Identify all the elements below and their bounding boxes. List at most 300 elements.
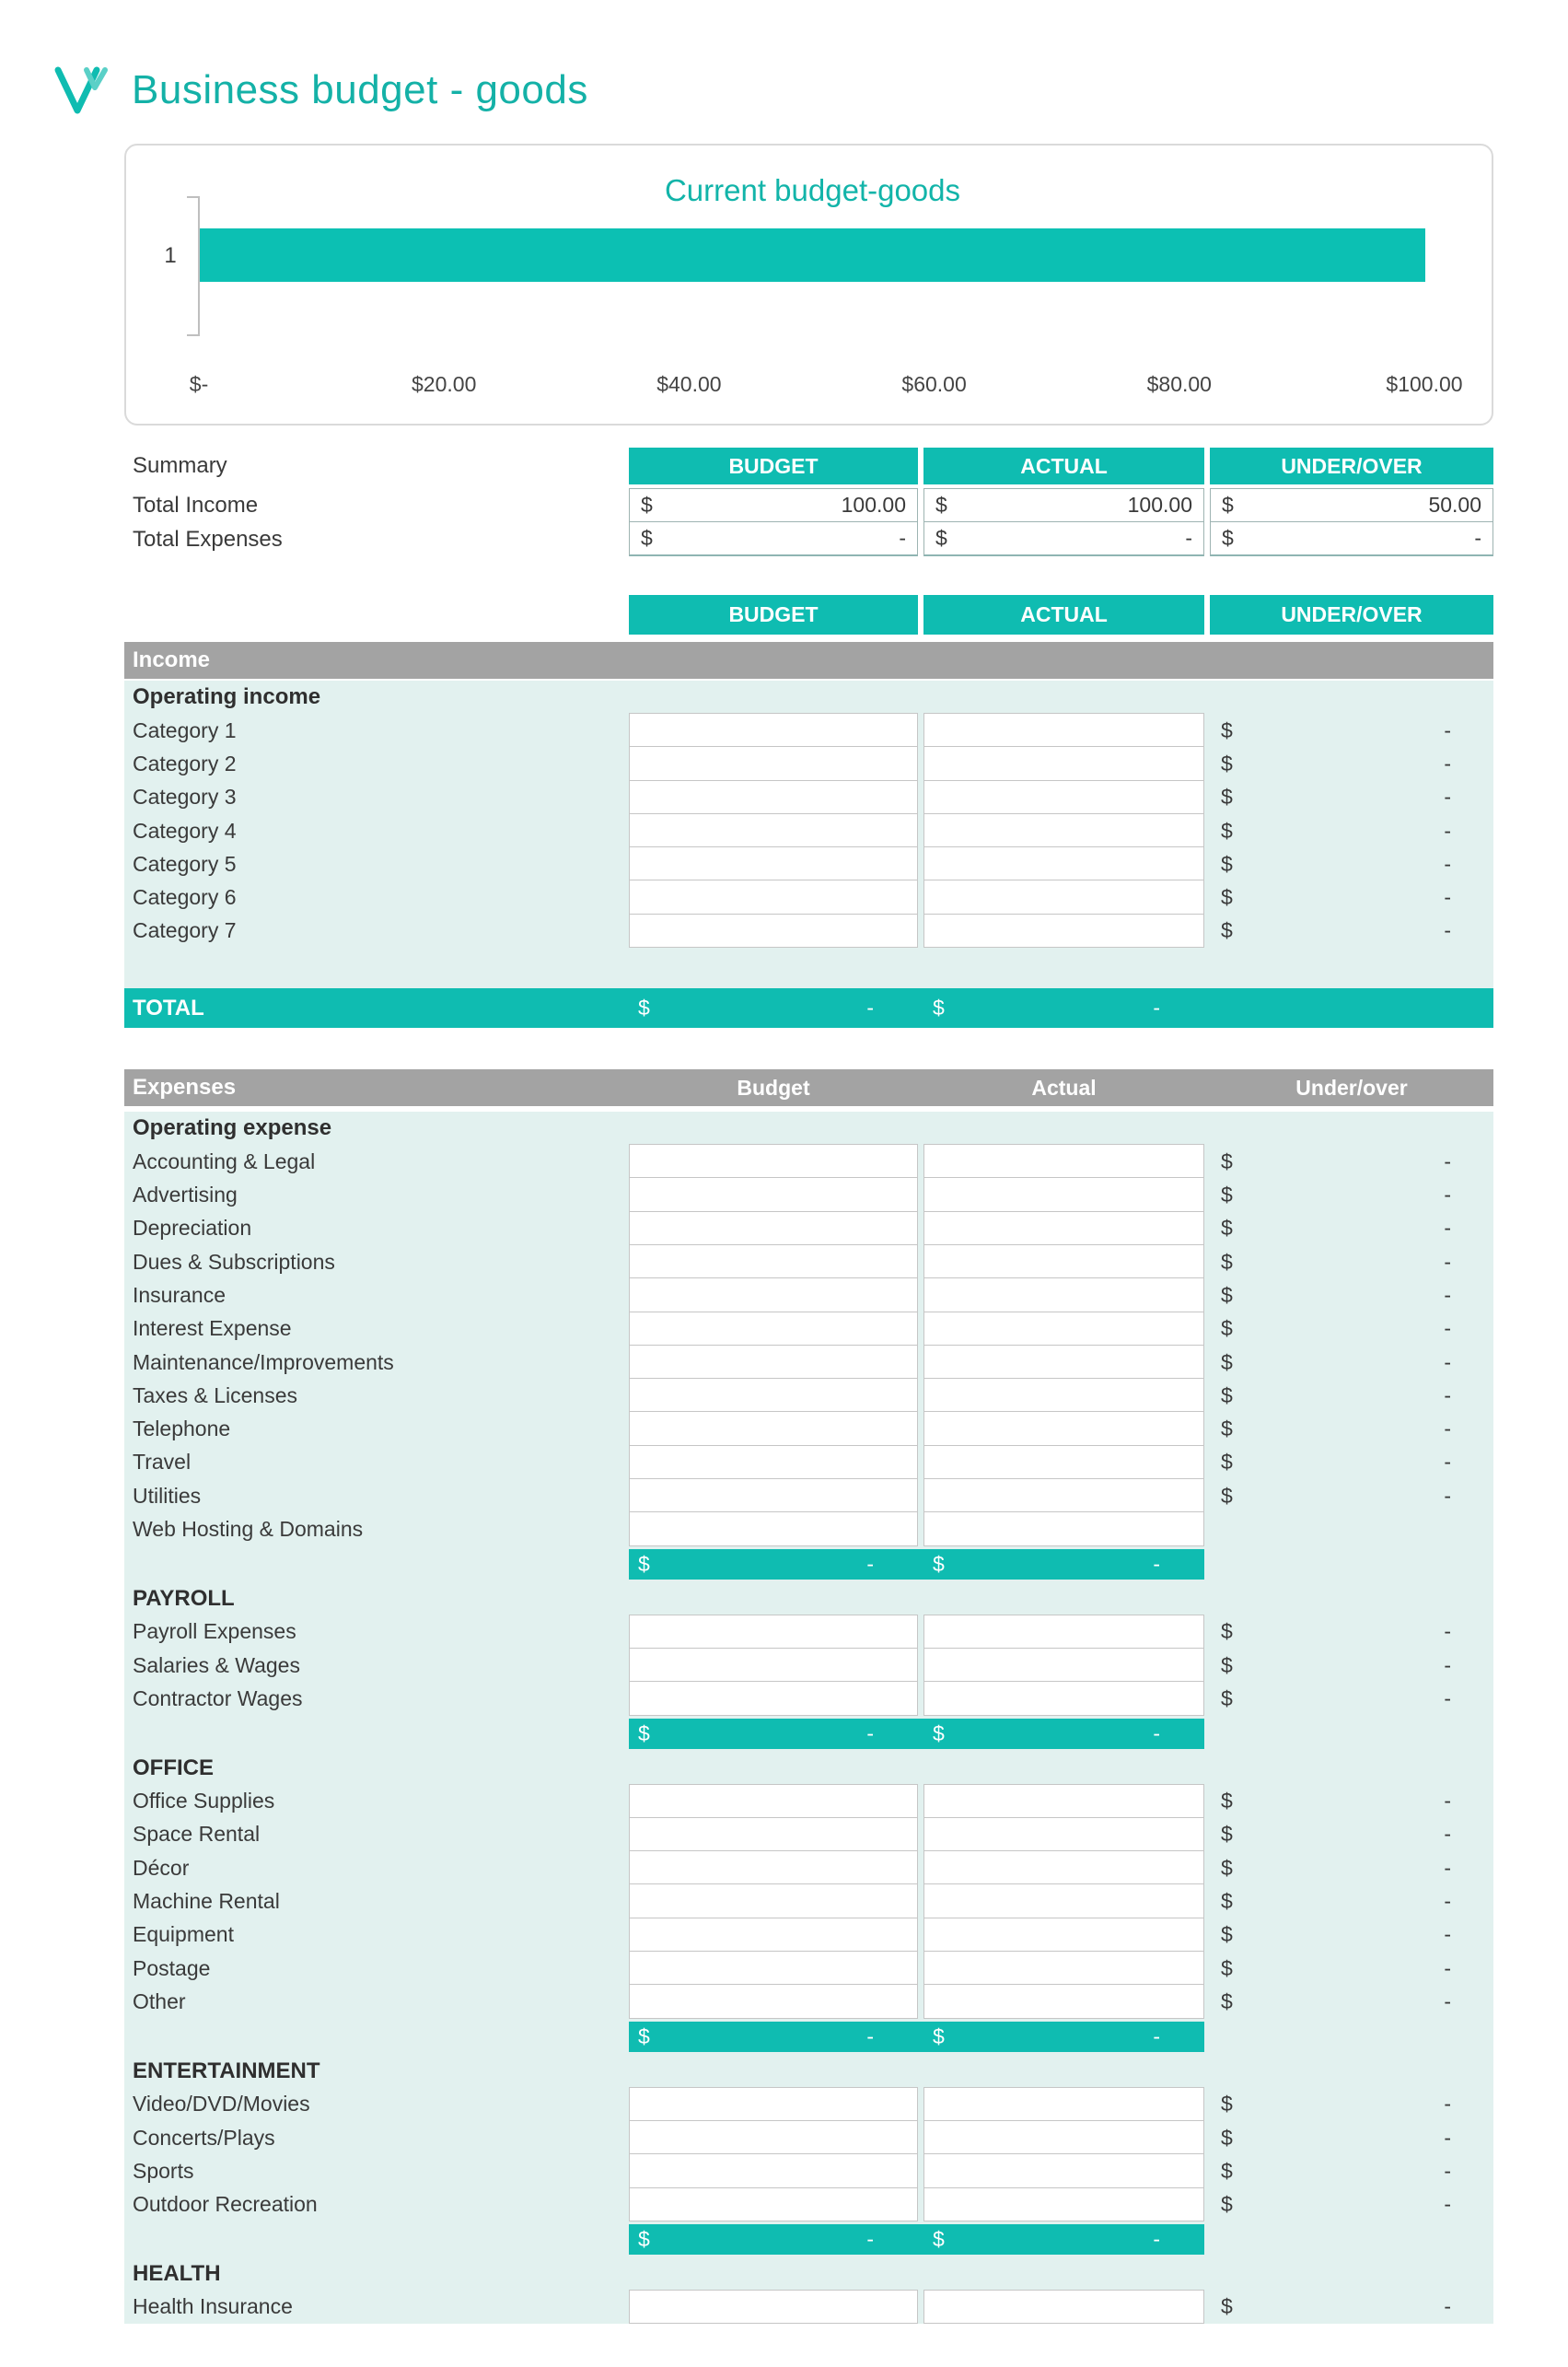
income-columns-header (124, 595, 1493, 635)
row-label: Other (133, 1988, 186, 2013)
underover-value: - (1444, 1483, 1451, 1508)
y-axis-tick (187, 196, 198, 198)
row-label: Total Income (133, 492, 259, 518)
chart-bar (200, 228, 1425, 282)
underover-cell (1210, 1785, 1493, 1818)
actual-column (923, 1446, 1204, 1479)
currency-symbol: $ (1221, 1652, 1233, 1677)
actual-column (923, 1512, 1204, 1545)
actual-column (923, 1346, 1204, 1379)
budget-column (629, 1851, 918, 1884)
actual-input-cell[interactable] (923, 1784, 1204, 1818)
income-total-budget (629, 996, 918, 1020)
category-axis-label: 1 (164, 243, 177, 268)
budget-column (629, 1479, 918, 1512)
budget-input-cell[interactable] (629, 1411, 918, 1445)
actual-input-cell[interactable] (923, 1312, 1204, 1346)
currency-symbol: $ (1221, 2092, 1233, 2116)
expense-group-title: OFFICE (133, 1755, 214, 1780)
x-axis-tick-label: $100.00 (1386, 372, 1463, 396)
actual-input-cell[interactable] (923, 746, 1204, 780)
underover-value: - (1444, 1349, 1451, 1374)
currency-symbol: $ (1221, 785, 1233, 810)
actual-column (923, 1145, 1204, 1178)
underover-cell (1210, 1851, 1493, 1884)
currency-symbol: $ (1221, 1855, 1233, 1880)
underover-cell (1210, 781, 1493, 814)
row-label: Advertising (133, 1183, 238, 1207)
currency-symbol: $ (935, 526, 947, 550)
expense-row (124, 1446, 1493, 1479)
underover-value: - (1444, 2092, 1451, 2116)
actual-input-cell[interactable] (923, 2153, 1204, 2187)
budget-input-cell[interactable] (629, 1345, 918, 1379)
subtotal-budget (629, 1721, 918, 1746)
currency-symbol: $ (1221, 1349, 1233, 1374)
expense-row (124, 2088, 1493, 2121)
actual-column (923, 1952, 1204, 1985)
currency-symbol: $ (638, 2023, 650, 2048)
actual-column (923, 1918, 1204, 1952)
budget-column (629, 1346, 918, 1379)
total-income-actual-value: 100.00 (1127, 493, 1192, 517)
income-budget-header: BUDGET (629, 595, 918, 635)
currency-symbol: $ (1221, 1988, 1233, 2013)
actual-column (923, 814, 1204, 847)
budget-column (629, 1245, 918, 1278)
underover-cell (1210, 1682, 1493, 1715)
budget-input-cell[interactable] (629, 746, 918, 780)
header-spacer (124, 595, 629, 635)
budget-input-cell[interactable] (629, 713, 918, 747)
underover-cell (1210, 1649, 1493, 1682)
expense-row (124, 1245, 1493, 1278)
row-label: Interest Expense (133, 1316, 292, 1341)
currency-symbol: $ (1221, 885, 1233, 910)
summary-title: Summary (133, 453, 227, 478)
budget-input-cell[interactable] (629, 1951, 918, 1985)
expense-subtotal-bar (629, 1549, 1204, 1580)
actual-column (923, 2154, 1204, 2187)
actual-input-cell[interactable] (923, 2087, 1204, 2121)
actual-input-cell[interactable] (923, 1681, 1204, 1715)
currency-symbol: $ (638, 2226, 650, 2251)
budget-input-cell[interactable] (629, 1681, 918, 1715)
income-table (124, 681, 1493, 1028)
page-title: Business budget - goods (132, 67, 588, 112)
underover-value: - (1444, 1382, 1451, 1407)
actual-input-cell[interactable] (923, 813, 1204, 847)
expense-group-rows (124, 1145, 1493, 1546)
expense-subtotal-bar (629, 1719, 1204, 1749)
budget-column (629, 1412, 918, 1445)
budget-input-cell[interactable] (629, 780, 918, 814)
actual-column (923, 1212, 1204, 1245)
budget-input-cell[interactable] (629, 2087, 918, 2121)
expense-row (124, 1818, 1493, 1851)
underover-cell (1210, 1985, 1493, 2018)
currency-symbol: $ (1221, 751, 1233, 775)
actual-input-cell[interactable] (923, 2120, 1204, 2154)
currency-symbol: $ (1221, 1922, 1233, 1947)
expenses-section-label: Expenses (133, 1075, 237, 1101)
underover-cell (1210, 1346, 1493, 1379)
budget-column (629, 915, 918, 948)
total-income-underover-cell[interactable] (1210, 488, 1493, 522)
underover-cell (1210, 2121, 1493, 2154)
subtotal-actual (923, 1552, 1204, 1577)
summary-section (124, 448, 1493, 556)
actual-input-cell[interactable] (923, 914, 1204, 948)
underover-cell (1210, 1412, 1493, 1445)
x-axis-tick-label: $40.00 (656, 372, 722, 396)
underover-value: - (1444, 1685, 1451, 1710)
total-expenses-underover-value: - (1474, 526, 1481, 550)
expense-group-title: PAYROLL (133, 1585, 235, 1611)
currency-symbol: $ (1221, 818, 1233, 843)
expense-row (124, 1312, 1493, 1346)
budget-column (629, 714, 918, 747)
currency-symbol: $ (1221, 2125, 1233, 2150)
actual-input-cell[interactable] (923, 1177, 1204, 1211)
budget-input-cell[interactable] (629, 2120, 918, 2154)
budget-input-cell[interactable] (629, 1615, 918, 1649)
row-label: Video/DVD/Movies (133, 2092, 310, 2116)
subtotal-budget-value: - (866, 2023, 874, 2048)
actual-input-cell[interactable] (923, 1883, 1204, 1918)
expense-row (124, 1212, 1493, 1245)
subtotal-actual (923, 2227, 1204, 2252)
actual-column (923, 2088, 1204, 2121)
actual-input-cell[interactable] (923, 880, 1204, 914)
income-category-row (124, 814, 1493, 847)
budget-input-cell[interactable] (629, 1850, 918, 1884)
row-label: Depreciation (133, 1216, 252, 1241)
budget-input-cell[interactable] (629, 2187, 918, 2221)
row-label: Telephone (133, 1417, 231, 1441)
budget-input-cell[interactable] (629, 1378, 918, 1412)
expense-row (124, 1379, 1493, 1412)
budget-input-cell[interactable] (629, 1211, 918, 1245)
underover-cell (1210, 1379, 1493, 1412)
currency-symbol: $ (1221, 1955, 1233, 1980)
actual-input-cell[interactable] (923, 1244, 1204, 1278)
expense-row (124, 1884, 1493, 1918)
income-category-row (124, 747, 1493, 780)
subtotal-actual-value: - (1153, 1720, 1160, 1745)
currency-symbol: $ (1222, 493, 1234, 517)
actual-input-cell[interactable] (923, 1445, 1204, 1479)
actual-input-cell[interactable] (923, 1144, 1204, 1178)
currency-symbol: $ (933, 2226, 945, 2251)
underover-value: - (1444, 851, 1451, 876)
summary-underover-header: UNDER/OVER (1210, 448, 1493, 484)
income-total-bar (124, 988, 1493, 1028)
underover-cell (1210, 1818, 1493, 1851)
currency-symbol: $ (1221, 717, 1233, 742)
currency-symbol: $ (638, 1551, 650, 1576)
budget-column (629, 1918, 918, 1952)
budget-input-cell[interactable] (629, 2290, 918, 2324)
budget-column (629, 1785, 918, 1818)
budget-column (629, 1212, 918, 1245)
expense-group-title: ENTERTAINMENT (133, 2058, 320, 2083)
underover-cell (1210, 1245, 1493, 1278)
expense-row (124, 1178, 1493, 1211)
content (124, 144, 1493, 2324)
expense-row (124, 1412, 1493, 1445)
logo-icon (52, 64, 111, 116)
underover-value: - (1444, 1922, 1451, 1947)
expense-group-title: HEALTH (133, 2260, 221, 2286)
row-label: Machine Rental (133, 1889, 280, 1914)
currency-symbol: $ (1221, 1216, 1233, 1241)
underover-value: - (1444, 1216, 1451, 1241)
underover-cell (1210, 880, 1493, 914)
expense-row (124, 1512, 1493, 1545)
actual-column (923, 1818, 1204, 1851)
actual-input-cell[interactable] (923, 1648, 1204, 1682)
budget-column (629, 1985, 918, 2018)
x-axis-tick-label: $60.00 (901, 372, 967, 396)
expense-row (124, 2154, 1493, 2187)
currency-symbol: $ (935, 493, 947, 517)
actual-column (923, 1412, 1204, 1445)
currency-symbol: $ (933, 996, 945, 1020)
underover-value: - (1444, 785, 1451, 810)
actual-input-cell[interactable] (923, 1817, 1204, 1851)
actual-input-cell[interactable] (923, 1378, 1204, 1412)
underover-cell (1210, 1446, 1493, 1479)
currency-symbol: $ (1221, 1183, 1233, 1207)
currency-symbol: $ (1221, 851, 1233, 876)
row-label: Category 1 (133, 717, 237, 742)
row-label: Category 5 (133, 851, 237, 876)
underover-cell (1210, 2291, 1493, 2324)
total-income-budget-value: 100.00 (841, 493, 906, 517)
currency-symbol: $ (1221, 2158, 1233, 2183)
currency-symbol: $ (1221, 918, 1233, 943)
row-label: Sports (133, 2158, 194, 2183)
row-label: Utilities (133, 1483, 202, 1508)
budget-column (629, 1145, 918, 1178)
actual-column (923, 1615, 1204, 1649)
actual-input-cell[interactable] (923, 1511, 1204, 1545)
row-label: Category 3 (133, 785, 237, 810)
row-label: Category 2 (133, 751, 237, 775)
underover-value: - (1444, 1889, 1451, 1914)
budget-input-cell[interactable] (629, 1244, 918, 1278)
actual-input-cell[interactable] (923, 1478, 1204, 1512)
currency-symbol: $ (1221, 1685, 1233, 1710)
budget-input-cell[interactable] (629, 813, 918, 847)
budget-input-cell[interactable] (629, 1817, 918, 1851)
expense-row (124, 1952, 1493, 1985)
expense-row (124, 1682, 1493, 1715)
subtotal-actual (923, 1721, 1204, 1746)
total-expenses-actual-cell[interactable] (923, 522, 1204, 556)
income-category-row (124, 847, 1493, 880)
budget-column (629, 814, 918, 847)
currency-symbol: $ (1221, 1822, 1233, 1847)
actual-input-cell[interactable] (923, 1211, 1204, 1245)
income-actual-header: ACTUAL (923, 595, 1204, 635)
underover-cell (1210, 1145, 1493, 1178)
currency-symbol: $ (1221, 1483, 1233, 1508)
underover-cell (1210, 1312, 1493, 1346)
underover-cell (1210, 1212, 1493, 1245)
expense-group-rows (124, 2291, 1493, 2324)
underover-value: - (1444, 1417, 1451, 1441)
actual-column (923, 1682, 1204, 1715)
subtotal-budget (629, 1552, 918, 1577)
budget-column (629, 1278, 918, 1312)
row-label: Postage (133, 1955, 211, 1980)
currency-symbol: $ (1221, 1889, 1233, 1914)
actual-input-cell[interactable] (923, 1615, 1204, 1649)
income-rows (124, 714, 1493, 948)
actual-column (923, 1479, 1204, 1512)
budget-input-cell[interactable] (629, 1445, 918, 1479)
row-label: Payroll Expenses (133, 1619, 296, 1644)
underover-value: - (1444, 2158, 1451, 2183)
budget-input-cell[interactable] (629, 1918, 918, 1952)
actual-input-cell[interactable] (923, 2187, 1204, 2221)
budget-input-cell[interactable] (629, 1312, 918, 1346)
total-expenses-budget-value: - (899, 526, 906, 550)
budget-input-cell[interactable] (629, 846, 918, 880)
actual-input-cell[interactable] (923, 1411, 1204, 1445)
budget-column (629, 2291, 918, 2324)
actual-column (923, 1785, 1204, 1818)
budget-input-cell[interactable] (629, 1883, 918, 1918)
currency-symbol: $ (1221, 1282, 1233, 1307)
actual-column (923, 880, 1204, 914)
budget-input-cell[interactable] (629, 1784, 918, 1818)
expense-row (124, 1278, 1493, 1312)
subtotal-actual-value: - (1153, 2023, 1160, 2048)
total-expenses-underover-cell[interactable] (1210, 522, 1493, 556)
actual-column (923, 847, 1204, 880)
summary-row-total-income (124, 488, 1493, 522)
expense-subtotal-bar (629, 2022, 1204, 2052)
budget-column (629, 1379, 918, 1412)
expense-row (124, 2121, 1493, 2154)
currency-symbol: $ (1221, 1316, 1233, 1341)
subtotal-budget (629, 2227, 918, 2252)
expense-row (124, 1785, 1493, 1818)
budget-input-cell[interactable] (629, 1648, 918, 1682)
budget-input-cell[interactable] (629, 1478, 918, 1512)
row-label: Contractor Wages (133, 1685, 303, 1710)
budget-column (629, 2154, 918, 2187)
actual-column (923, 1245, 1204, 1278)
currency-symbol: $ (638, 1720, 650, 1745)
actual-input-cell[interactable] (923, 2290, 1204, 2324)
row-label: Concerts/Plays (133, 2125, 275, 2150)
x-axis-tick-label: $20.00 (412, 372, 477, 396)
actual-column (923, 1312, 1204, 1346)
expense-row (124, 1145, 1493, 1178)
expense-row (124, 2291, 1493, 2324)
expenses-budget-header: Budget (737, 1075, 810, 1100)
actual-input-cell[interactable] (923, 1984, 1204, 2018)
underover-value: - (1444, 1316, 1451, 1341)
budget-column (629, 847, 918, 880)
currency-symbol: $ (933, 1720, 945, 1745)
row-label: Maintenance/Improvements (133, 1349, 394, 1374)
total-expenses-actual-value: - (1185, 526, 1192, 550)
actual-input-cell[interactable] (923, 846, 1204, 880)
currency-symbol: $ (1221, 1619, 1233, 1644)
underover-value: - (1444, 751, 1451, 775)
page-header (52, 64, 1568, 116)
income-section-label: Income (133, 647, 211, 672)
budget-input-cell[interactable] (629, 1177, 918, 1211)
budget-input-cell[interactable] (629, 1984, 918, 2018)
x-axis-tick-label: $80.00 (1146, 372, 1212, 396)
actual-column (923, 1649, 1204, 1682)
budget-column (629, 1512, 918, 1545)
budget-input-cell[interactable] (629, 1511, 918, 1545)
underover-value: - (1444, 2125, 1451, 2150)
income-category-row (124, 781, 1493, 814)
actual-input-cell[interactable] (923, 1951, 1204, 1985)
underover-value: - (1444, 885, 1451, 910)
actual-input-cell[interactable] (923, 713, 1204, 747)
budget-column (629, 1952, 918, 1985)
budget-column (629, 1649, 918, 1682)
actual-input-cell[interactable] (923, 780, 1204, 814)
budget-input-cell[interactable] (629, 880, 918, 914)
y-axis-tick (187, 334, 198, 336)
underover-value: - (1444, 1282, 1451, 1307)
actual-column (923, 1851, 1204, 1884)
budget-input-cell[interactable] (629, 2153, 918, 2187)
underover-value: - (1444, 2192, 1451, 2217)
x-axis-tick-label: $- (189, 372, 209, 396)
currency-symbol: $ (641, 493, 653, 517)
summary-actual-header: ACTUAL (923, 448, 1204, 484)
row-label: Décor (133, 1855, 190, 1880)
actual-column (923, 915, 1204, 948)
actual-input-cell[interactable] (923, 1345, 1204, 1379)
underover-value: - (1444, 1619, 1451, 1644)
budget-input-cell[interactable] (629, 914, 918, 948)
actual-input-cell[interactable] (923, 1850, 1204, 1884)
actual-input-cell[interactable] (923, 1277, 1204, 1312)
income-category-row (124, 880, 1493, 914)
budget-chart (124, 144, 1493, 426)
actual-column (923, 1178, 1204, 1211)
actual-column (923, 2188, 1204, 2221)
budget-input-cell[interactable] (629, 1277, 918, 1312)
row-label: Office Supplies (133, 1789, 275, 1813)
budget-input-cell[interactable] (629, 1144, 918, 1178)
currency-symbol: $ (641, 526, 653, 550)
row-label: Outdoor Recreation (133, 2192, 318, 2217)
actual-input-cell[interactable] (923, 1918, 1204, 1952)
total-expenses-budget-cell[interactable] (629, 522, 918, 556)
underover-cell (1210, 2154, 1493, 2187)
total-income-budget-cell[interactable] (629, 488, 918, 522)
actual-column (923, 1884, 1204, 1918)
currency-symbol: $ (1221, 1149, 1233, 1173)
underover-cell (1210, 747, 1493, 780)
total-income-actual-cell[interactable] (923, 488, 1204, 522)
currency-symbol: $ (933, 1551, 945, 1576)
expense-row (124, 2188, 1493, 2221)
